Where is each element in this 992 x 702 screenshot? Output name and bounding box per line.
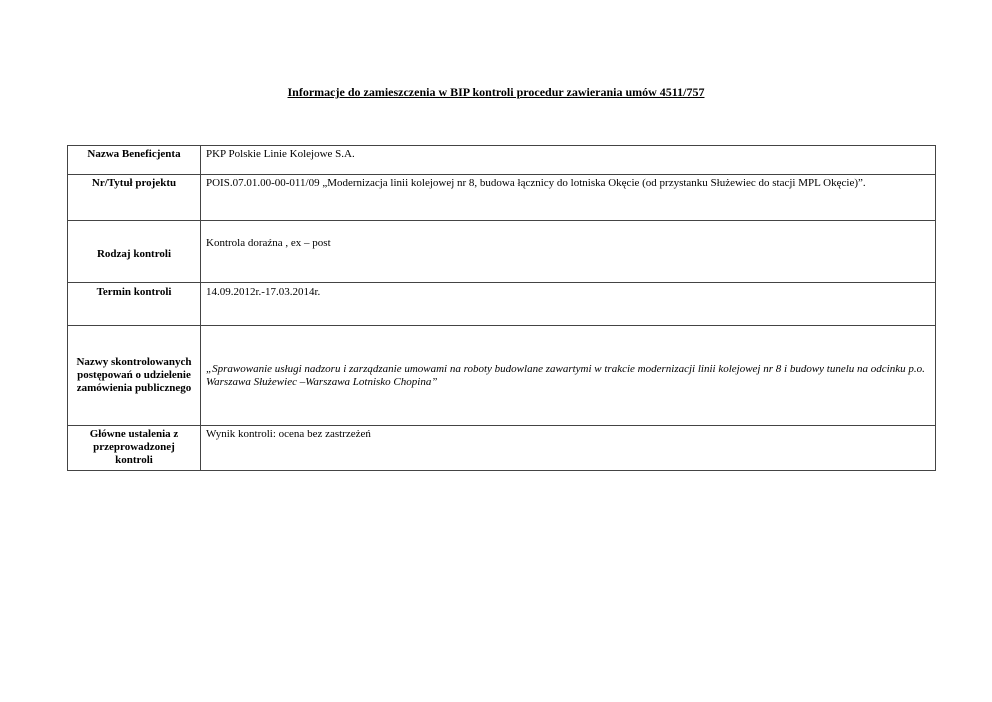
document-title: Informacje do zamieszczenia w BIP kontroli procedur zawierania umów 4511/757 bbox=[287, 85, 705, 99]
row-label: Główne ustalenia z przeprowadzonej kontroli bbox=[68, 426, 201, 471]
row-label: Nazwa Beneficjenta bbox=[68, 146, 201, 175]
row-value: Kontrola doraźna , ex – post bbox=[201, 221, 936, 283]
row-value: PKP Polskie Linie Kolejowe S.A. bbox=[201, 146, 936, 175]
table-row-beneficiary bbox=[68, 146, 936, 175]
row-value: POIS.07.01.00-00-011/09 „Modernizacja linii kolejowej nr 8, budowa łącznicy do lotniska Okęcie (od przystanku Służewiec do stacji MPL Okęcie)”. bbox=[201, 175, 936, 221]
row-label: Rodzaj kontroli bbox=[68, 221, 201, 283]
table-row-project bbox=[68, 175, 936, 221]
row-value: Wynik kontroli: ocena bez zastrzeżeń bbox=[201, 426, 936, 471]
row-value: „Sprawowanie usługi nadzoru i zarządzanie umowami na roboty budowlane zawartymi w trakcie modernizacji linii kolejowej nr 8 i budowy tunelu na odcinku p.o. Warszawa Służewiec –Warszawa Lotnisko Chopina” bbox=[201, 326, 936, 426]
row-label: Nazwy skontrolowanych postępowań o udzielenie zamówienia publicznego bbox=[68, 326, 201, 426]
table-row-control-type bbox=[68, 221, 936, 283]
row-label: Nr/Tytuł projektu bbox=[68, 175, 201, 221]
row-value: 14.09.2012r.-17.03.2014r. bbox=[201, 283, 936, 326]
table-row-findings bbox=[68, 426, 936, 471]
control-info-table bbox=[67, 145, 936, 471]
row-label: Termin kontroli bbox=[68, 283, 201, 326]
table-row-control-period bbox=[68, 283, 936, 326]
table-row-procedures bbox=[68, 326, 936, 426]
